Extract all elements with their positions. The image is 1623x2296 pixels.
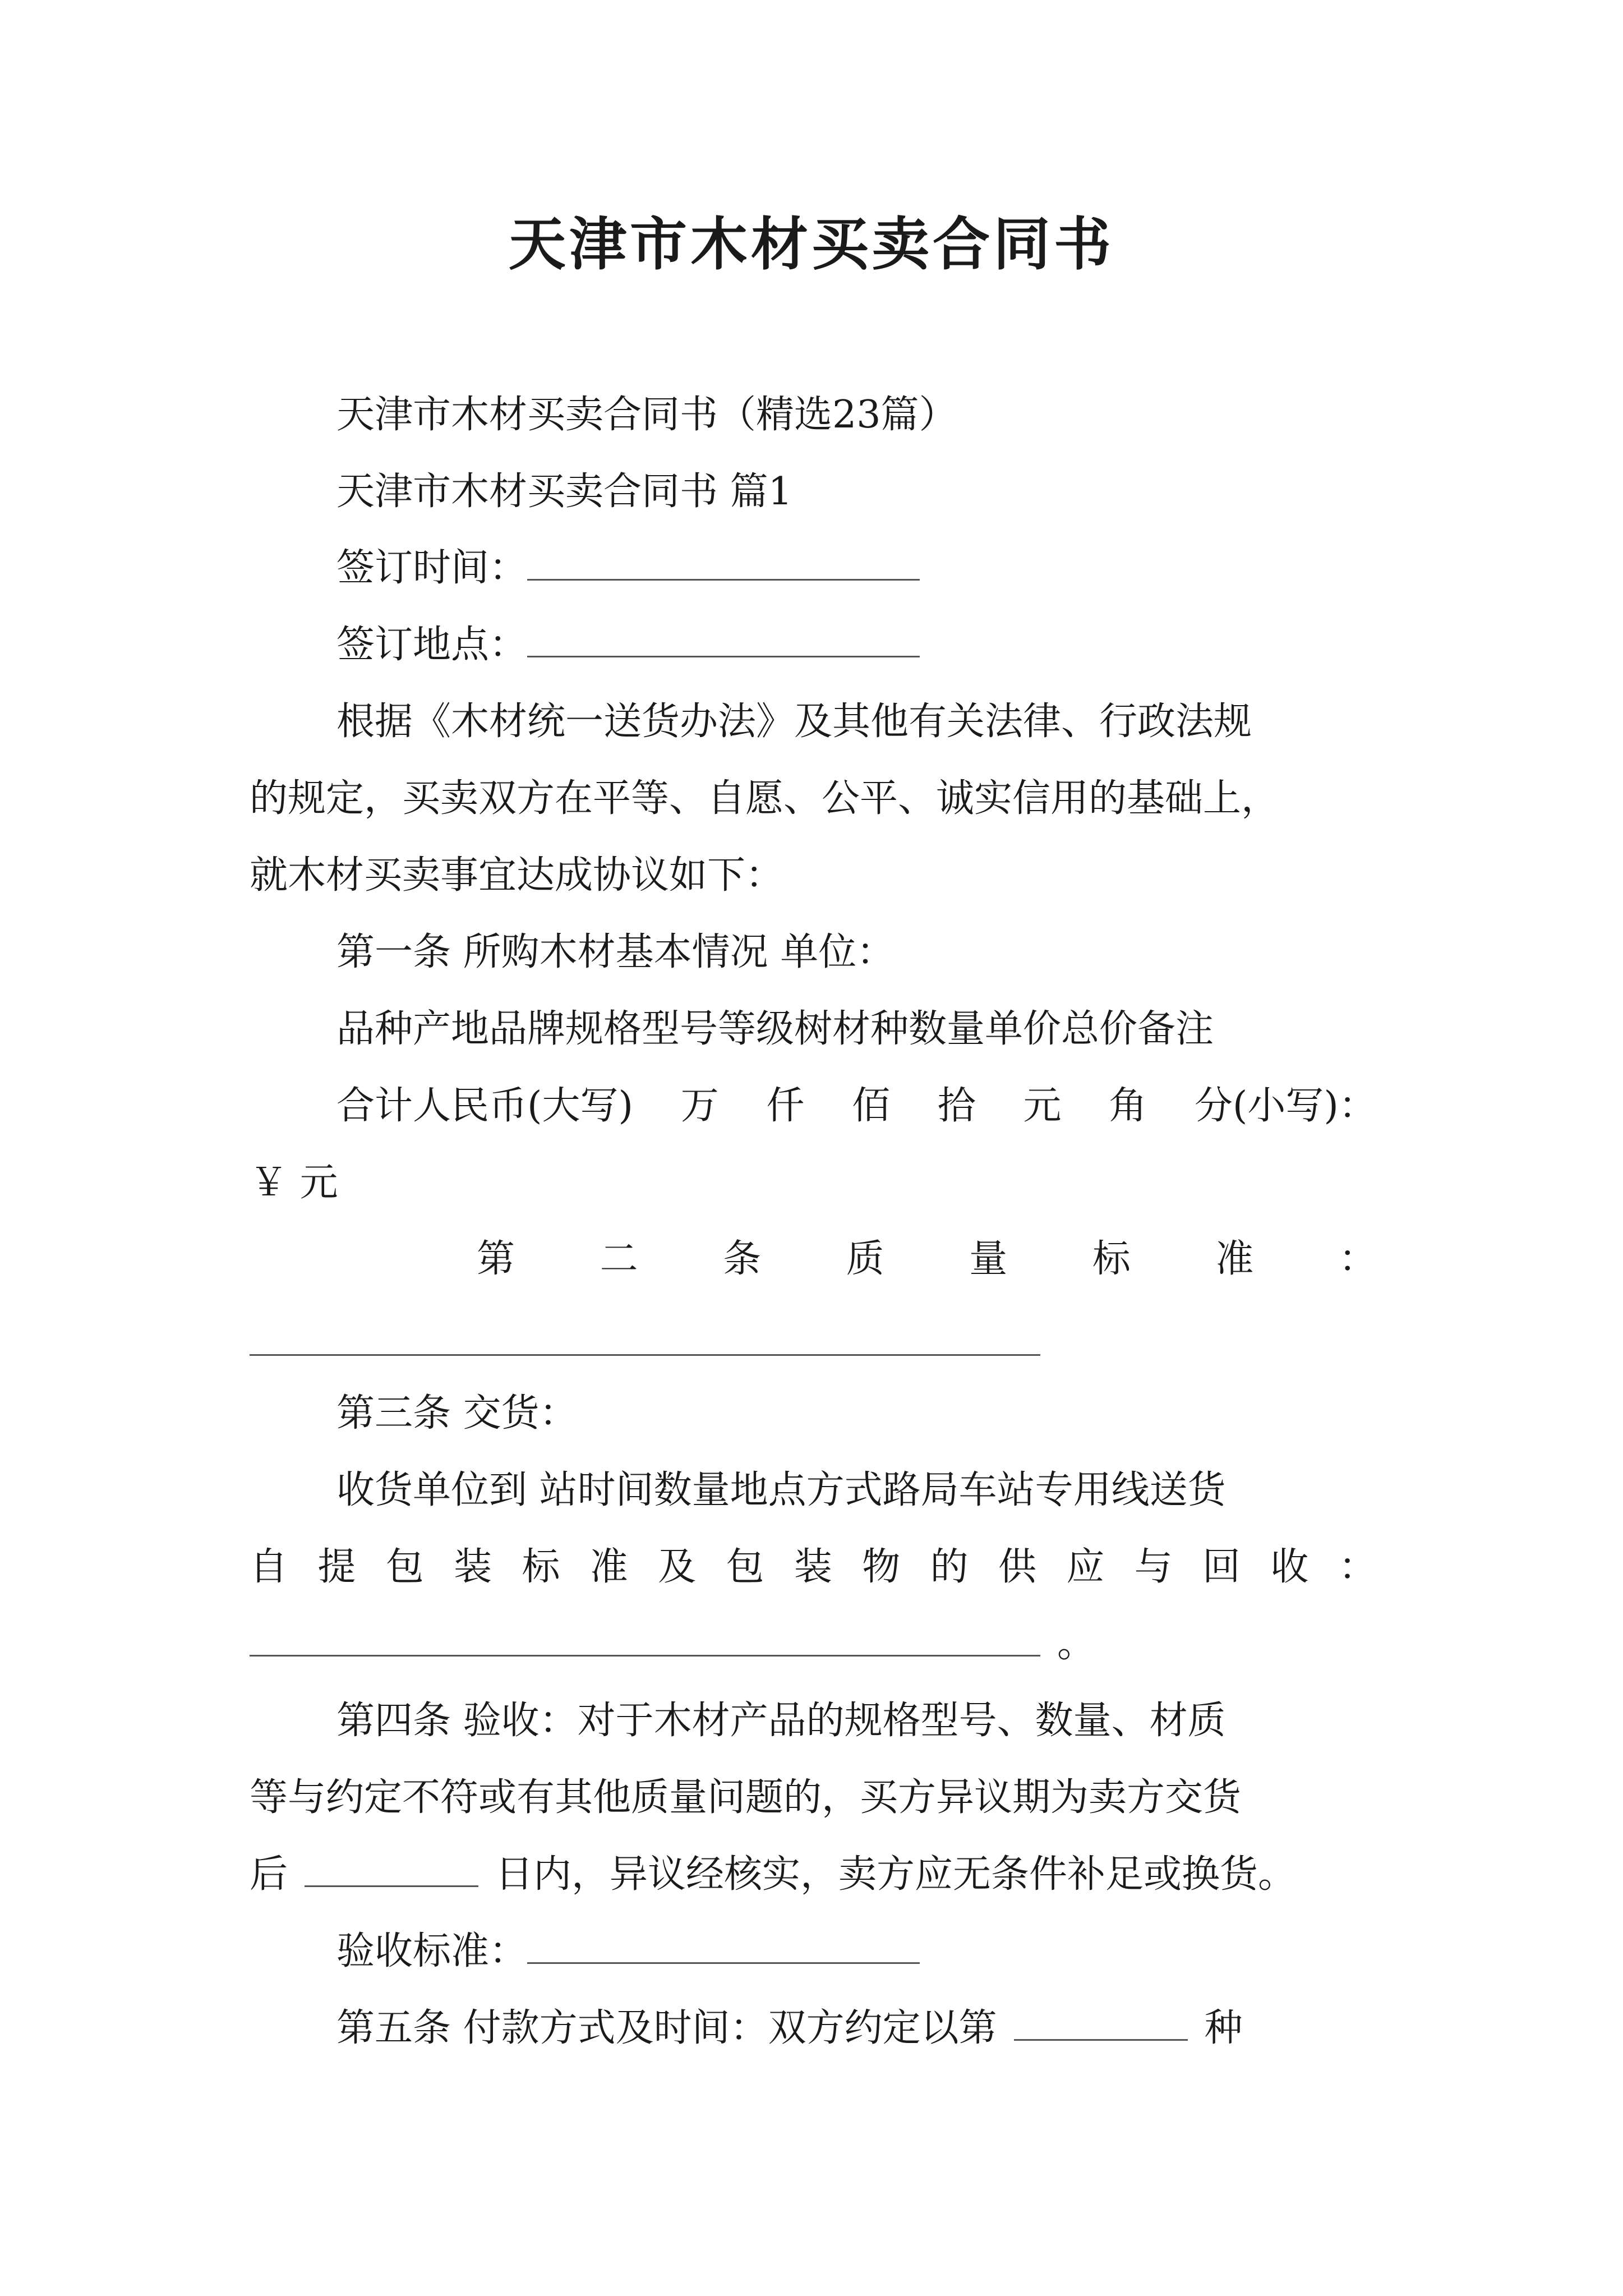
packaging-blank <box>250 1621 1040 1657</box>
art3-char: ： <box>1338 1545 1377 1589</box>
yuan-line: ￥ 元 <box>250 1161 338 1205</box>
sign-place-row <box>336 620 920 670</box>
art2-char: 标 <box>1092 1237 1131 1281</box>
intro-line-1: 根据《木材统一送货办法》及其他有关法律、行政法规 <box>336 700 1252 744</box>
art3-char: 自 <box>250 1545 288 1589</box>
art4-post: 日内，异议经核实，卖方应无条件补足或换货。 <box>495 1852 1297 1897</box>
article-3-line-2 <box>250 1542 1377 1593</box>
art3-char: 应 <box>1066 1545 1105 1589</box>
quality-standard-blank <box>250 1320 1040 1356</box>
intro-line-2: 的规定，买卖双方在平等、自愿、公平、诚实信用的基础上， <box>250 776 1280 821</box>
art3-char: 的 <box>930 1545 969 1589</box>
section-heading: 天津市木材买卖合同书 篇1 <box>336 470 792 514</box>
article-5 <box>336 2003 1377 2054</box>
objection-days-blank <box>305 1852 478 1887</box>
article-4-line-2: 等与约定不符或有其他质量问题的，买方异议期为卖方交货 <box>250 1775 1242 1820</box>
art3-char: 准 <box>589 1545 628 1589</box>
art2-char: 质 <box>846 1237 884 1281</box>
art3-char: 及 <box>658 1545 697 1589</box>
total-char: 合计人民币(大写) <box>336 1084 634 1128</box>
intro-line-3: 就木材买卖事宜达成协议如下： <box>250 853 784 898</box>
article-3-line-1: 收货单位到 站时间数量地点方式路局车站专用线送货 <box>336 1468 1226 1512</box>
subtitle: 天津市木材买卖合同书（精选23篇） <box>336 393 957 437</box>
total-amount-line <box>336 1081 1377 1131</box>
article-1: 第一条 所购木材基本情况 单位： <box>336 930 895 974</box>
art2-char: ： <box>1338 1237 1377 1281</box>
art5-pre: 第五条 付款方式及时间：双方约定以第 <box>336 2006 997 2050</box>
article-3: 第三条 交货： <box>336 1391 578 1435</box>
sign-time-blank <box>527 545 920 581</box>
art3-char: 包 <box>385 1545 424 1589</box>
art3-char: 装 <box>454 1545 492 1589</box>
total-char: 元 <box>1023 1084 1062 1128</box>
total-char: 角 <box>1109 1084 1147 1128</box>
article-4-line-1: 第四条 验收：对于木材产品的规格型号、数量、材质 <box>336 1699 1226 1743</box>
article-1-columns: 品种产地品牌规格型号等级树材种数量单价总价备注 <box>336 1007 1214 1051</box>
art3-char: 供 <box>998 1545 1036 1589</box>
sign-place-blank <box>527 622 920 657</box>
art3-end: 。 <box>1057 1622 1096 1666</box>
art3-char: 提 <box>317 1545 356 1589</box>
total-char: 佰 <box>852 1084 891 1128</box>
art3-char: 包 <box>726 1545 764 1589</box>
accept-standard-row <box>336 1926 920 1977</box>
art2-char: 量 <box>969 1237 1008 1281</box>
art3-char: 收 <box>1270 1545 1309 1589</box>
art4-pre: 后 <box>250 1852 288 1897</box>
accept-standard-blank <box>527 1929 920 1964</box>
art2-char: 第 <box>477 1237 515 1281</box>
art2-char: 条 <box>723 1237 762 1281</box>
art3-char: 与 <box>1134 1545 1173 1589</box>
art2-char: 准 <box>1215 1237 1254 1281</box>
total-char: 万 <box>680 1084 719 1128</box>
art3-char: 物 <box>862 1545 901 1589</box>
sign-time-label: 签订时间： <box>336 546 528 590</box>
art2-char: 二 <box>600 1237 638 1281</box>
art3-char: 装 <box>794 1545 832 1589</box>
art3-char: 标 <box>522 1545 560 1589</box>
accept-standard-label: 验收标准： <box>336 1929 528 1973</box>
total-char: 拾 <box>937 1084 976 1128</box>
sign-time-row <box>336 543 920 593</box>
total-char: 分(小写)： <box>1194 1084 1377 1128</box>
article-4-line-3 <box>250 1849 1377 1900</box>
payment-method-blank <box>1014 2005 1188 2041</box>
sign-place-label: 签订地点： <box>336 623 528 667</box>
total-char: 仟 <box>766 1084 805 1128</box>
article-2 <box>477 1234 1377 1285</box>
art3-char: 回 <box>1202 1545 1241 1589</box>
art5-post: 种 <box>1204 2006 1243 2050</box>
art2-blank-row <box>250 1318 1377 1369</box>
art3-blank-row <box>250 1619 1377 1669</box>
document-title: 天津市木材买卖合同书 <box>509 211 1114 278</box>
